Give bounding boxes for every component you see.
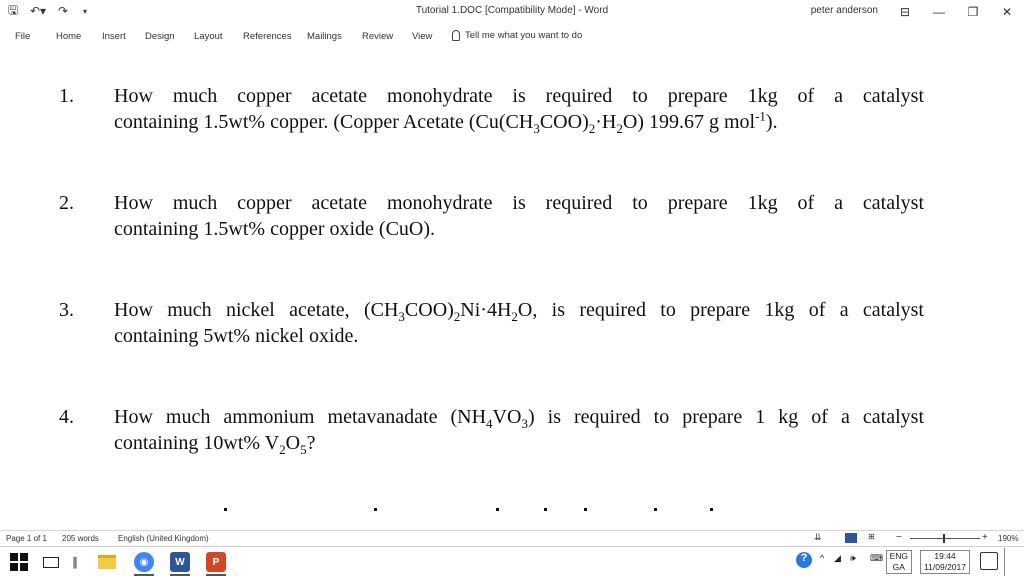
ribbon-tabs bbox=[0, 26, 1024, 48]
ribbon-display-options-button[interactable]: ⊟ bbox=[899, 5, 911, 19]
zoom-slider-thumb[interactable] bbox=[943, 534, 945, 543]
tab-references[interactable]: References bbox=[243, 31, 292, 42]
powerpoint-icon: P bbox=[206, 552, 226, 572]
question-line: How much copper acetate monohydrate is required to prepare 1kg of a catalyst bbox=[114, 192, 924, 214]
zoom-in-button[interactable]: + bbox=[982, 532, 988, 543]
question-number: 1. bbox=[59, 85, 74, 107]
zoom-out-button[interactable]: − bbox=[896, 532, 902, 543]
tab-review[interactable]: Review bbox=[362, 31, 394, 42]
document-page[interactable] bbox=[0, 52, 1024, 528]
taskbar-app-chrome[interactable] bbox=[132, 552, 156, 572]
word-count[interactable]: 205 words bbox=[62, 534, 99, 543]
keyboard-layout: GA bbox=[892, 562, 905, 572]
question-number: 2. bbox=[59, 192, 74, 214]
zoom-slider-track[interactable] bbox=[910, 538, 980, 539]
customize-toolbar-icon[interactable]: ▾ bbox=[82, 6, 87, 16]
question-line: containing 5wt% nickel oxide. bbox=[114, 325, 359, 347]
tab-file[interactable]: File bbox=[15, 31, 31, 42]
question-number: 4. bbox=[59, 406, 74, 428]
question-number: 3. bbox=[59, 299, 74, 321]
question-line: containing 1.5wt% copper oxide (CuO). bbox=[114, 218, 436, 240]
folder-icon bbox=[98, 555, 116, 569]
clock-date: 11/09/2017 bbox=[924, 562, 966, 572]
tell-me-label: Tell me what you want to do bbox=[465, 30, 583, 41]
taskbar-divider-icon: ∥ bbox=[72, 555, 78, 569]
notifications-icon[interactable] bbox=[980, 552, 998, 570]
lightbulb-icon bbox=[452, 30, 460, 41]
title-bar bbox=[0, 0, 1024, 24]
tab-insert[interactable]: Insert bbox=[102, 31, 126, 42]
print-layout-icon[interactable] bbox=[845, 533, 857, 543]
show-hidden-icons-icon[interactable]: ^ bbox=[820, 553, 825, 563]
restore-button[interactable]: ❐ bbox=[967, 5, 979, 19]
file-explorer-button[interactable] bbox=[96, 552, 118, 572]
keyboard-icon[interactable]: ⌨ bbox=[870, 553, 883, 563]
show-desktop-button[interactable] bbox=[1004, 548, 1024, 576]
zoom-level[interactable]: 190% bbox=[998, 534, 1019, 543]
input-language[interactable] bbox=[886, 550, 912, 574]
clipped-text-line bbox=[114, 508, 924, 514]
clock[interactable] bbox=[920, 550, 970, 574]
windows-logo-icon bbox=[10, 553, 28, 571]
tab-layout[interactable]: Layout bbox=[194, 31, 223, 42]
user-name[interactable]: peter anderson bbox=[810, 5, 878, 16]
question-line: How much nickel acetate, $(CH_3COO)_2Ni\cdot 4H_2O$, is required to prepare 1kg of a catalyst bbox=[114, 299, 924, 324]
page-count[interactable]: Page 1 of 1 bbox=[6, 534, 47, 543]
tab-view[interactable]: View bbox=[412, 31, 433, 42]
question-line: containing 10wt% $V_2O_5$? bbox=[114, 432, 316, 457]
word-icon: W bbox=[170, 552, 190, 572]
undo-icon[interactable]: ↶▾ bbox=[29, 4, 47, 18]
question-line: containing 1.5wt% copper. (Copper Acetate $(Cu(CH_3COO)_2\cdot H_2O)$ 199.67 g mol$^{-1}$). bbox=[114, 108, 778, 136]
tab-mailings[interactable]: Mailings bbox=[307, 31, 342, 42]
window-controls bbox=[888, 0, 1024, 24]
minimize-button[interactable]: — bbox=[933, 5, 945, 19]
redo-icon[interactable]: ↷ bbox=[57, 4, 69, 18]
close-button[interactable]: ✕ bbox=[1001, 5, 1013, 19]
question-line: How much copper acetate monohydrate is required to prepare 1kg of a catalyst bbox=[114, 85, 924, 107]
status-bar bbox=[0, 530, 1024, 544]
language-code: ENG bbox=[889, 551, 908, 561]
question-line: How much ammonium metavanadate $(NH_4VO_3)$ is required to prepare 1 kg of a catalyst bbox=[114, 406, 925, 431]
taskbar-app-powerpoint[interactable] bbox=[204, 552, 228, 572]
clock-time: 19:44 bbox=[934, 551, 956, 561]
chrome-icon: ◉ bbox=[134, 552, 154, 572]
taskbar bbox=[0, 546, 1024, 576]
help-icon[interactable]: ? bbox=[796, 552, 812, 568]
tell-me-search[interactable] bbox=[452, 30, 582, 41]
tab-design[interactable]: Design bbox=[145, 31, 175, 42]
start-button[interactable] bbox=[8, 552, 30, 572]
tab-home[interactable]: Home bbox=[56, 31, 82, 42]
network-icon[interactable]: ◢ bbox=[834, 553, 841, 563]
volume-icon[interactable]: 🕪 bbox=[850, 553, 856, 563]
taskbar-app-word[interactable] bbox=[168, 552, 192, 572]
save-icon[interactable]: 🖫 bbox=[7, 2, 19, 17]
task-view-button[interactable] bbox=[40, 552, 62, 572]
language-status[interactable]: English (United Kingdom) bbox=[118, 534, 209, 543]
web-layout-icon[interactable]: ⊞ bbox=[868, 532, 875, 541]
task-view-icon bbox=[43, 557, 59, 568]
window-title: Tutorial 1.DOC [Compatibility Mode] - Word bbox=[415, 5, 609, 16]
focus-mode-icon[interactable]: ⇊ bbox=[814, 532, 822, 542]
